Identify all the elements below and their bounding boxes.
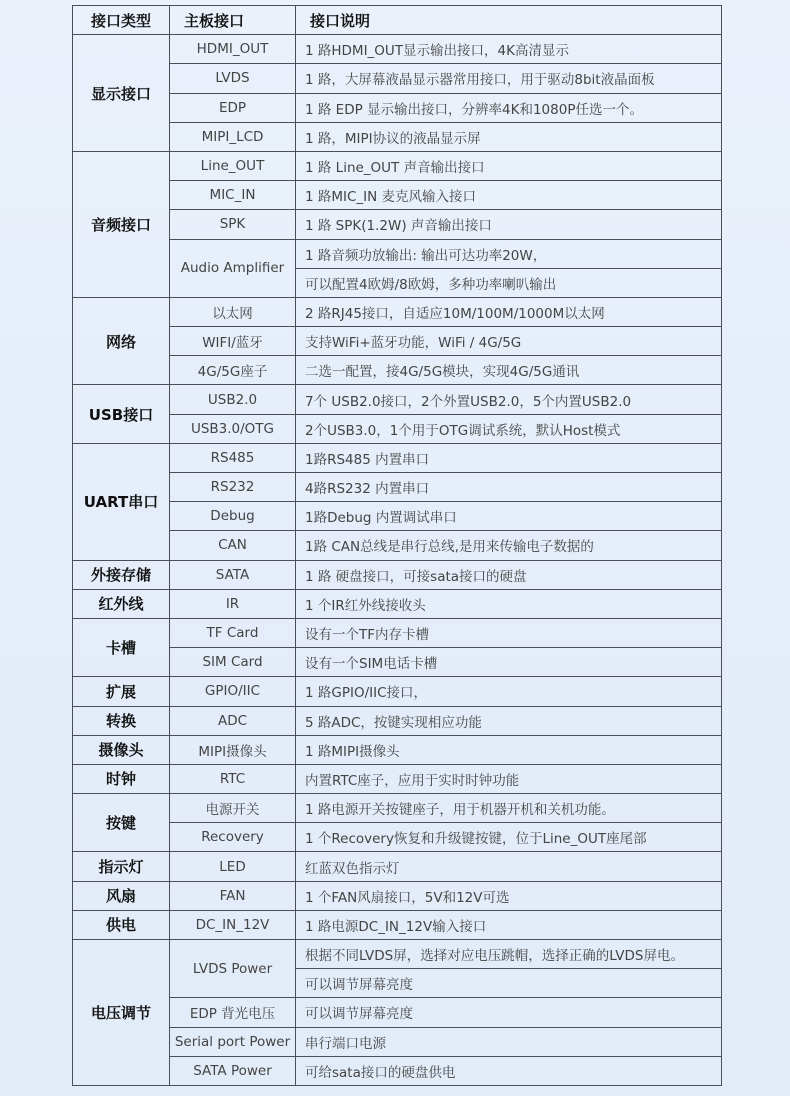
interface-cell: Debug (170, 502, 296, 531)
interface-cell: SATA (170, 560, 296, 589)
table-row (73, 706, 722, 735)
table-row (73, 93, 722, 122)
description-cell: 1 路 SPK(1.2W) 声音输出接口 (296, 210, 722, 239)
table-row (73, 181, 722, 210)
description-cell: 4路RS232 内置串口 (296, 473, 722, 502)
description-cell: 内置RTC座子，应用于实时时钟功能 (296, 764, 722, 793)
interface-cell: MIPI_LCD (170, 122, 296, 151)
table-header-row (73, 6, 722, 35)
description-cell: 1路Debug 内置调试串口 (296, 502, 722, 531)
table-row (73, 910, 722, 939)
description-cell: 1 路，MIPI协议的液晶显示屏 (296, 122, 722, 151)
description-cell: 1 路 Line_OUT 声音输出接口 (296, 151, 722, 180)
table-row (73, 151, 722, 180)
table-row (73, 852, 722, 881)
interface-cell: IR (170, 589, 296, 618)
category-cell: 转换 (73, 706, 170, 735)
description-cell: 红蓝双色指示灯 (296, 852, 722, 881)
description-cell: 1 路音频功放输出: 输出可达功率20W， (296, 239, 722, 268)
interface-cell: DC_IN_12V (170, 910, 296, 939)
category-cell: 红外线 (73, 589, 170, 618)
table-row (73, 735, 722, 764)
table-row (73, 1027, 722, 1056)
interface-cell: WIFI/蓝牙 (170, 327, 296, 356)
table-row (73, 618, 722, 647)
description-cell: 可以调节屏幕亮度 (296, 969, 722, 998)
description-cell: 1路 CAN总线是串行总线,是用来传输电子数据的 (296, 531, 722, 560)
description-cell: 根据不同LVDS屏，选择对应电压跳帽，选择正确的LVDS屏电。 (296, 940, 722, 969)
interface-cell: LVDS (170, 64, 296, 93)
category-cell: 按键 (73, 794, 170, 852)
category-cell: USB接口 (73, 385, 170, 443)
table-row (73, 385, 722, 414)
interface-cell: MIC_IN (170, 181, 296, 210)
interface-cell: Recovery (170, 823, 296, 852)
category-cell: UART串口 (73, 443, 170, 560)
table-body (73, 35, 722, 1086)
table-row (73, 327, 722, 356)
table-row (73, 443, 722, 472)
table-row (73, 356, 722, 385)
table-row (73, 998, 722, 1027)
table-row (73, 502, 722, 531)
table-row (73, 1056, 722, 1085)
interface-cell: SATA Power (170, 1056, 296, 1085)
table-row (73, 414, 722, 443)
interface-cell: EDP (170, 93, 296, 122)
interface-cell: HDMI_OUT (170, 35, 296, 64)
table-row (73, 648, 722, 677)
interface-cell: CAN (170, 531, 296, 560)
description-cell: 设有一个SIM电话卡槽 (296, 648, 722, 677)
interface-cell: TF Card (170, 618, 296, 647)
description-cell: 5 路ADC，按键实现相应功能 (296, 706, 722, 735)
table-row (73, 35, 722, 64)
description-cell: 2 路RJ45接口，自适应10M/100M/1000M以太网 (296, 297, 722, 326)
interface-cell: USB2.0 (170, 385, 296, 414)
header-interface-type: 接口类型 (73, 6, 170, 35)
table-row (73, 823, 722, 852)
interface-spec-table (72, 5, 722, 1086)
category-cell: 时钟 (73, 764, 170, 793)
description-cell: 二选一配置，接4G/5G模块，实现4G/5G通讯 (296, 356, 722, 385)
category-cell: 指示灯 (73, 852, 170, 881)
description-cell: 1 路 EDP 显示输出接口，分辨率4K和1080P任选一个。 (296, 93, 722, 122)
interface-cell: Line_OUT (170, 151, 296, 180)
interface-cell: 电源开关 (170, 794, 296, 823)
description-cell: 1 路 硬盘接口，可接sata接口的硬盘 (296, 560, 722, 589)
description-cell: 1 路，大屏幕液晶显示器常用接口，用于驱动8bit液晶面板 (296, 64, 722, 93)
interface-cell: Audio Amplifier (170, 239, 296, 297)
description-cell: 7个 USB2.0接口，2个外置USB2.0，5个内置USB2.0 (296, 385, 722, 414)
table-row (73, 589, 722, 618)
description-cell: 1 路HDMI_OUT显示输出接口，4K高清显示 (296, 35, 722, 64)
table-row (73, 531, 722, 560)
interface-cell: RS485 (170, 443, 296, 472)
table-row (73, 473, 722, 502)
description-cell: 设有一个TF内存卡槽 (296, 618, 722, 647)
table-row (73, 210, 722, 239)
category-cell: 摄像头 (73, 735, 170, 764)
interface-cell: LVDS Power (170, 940, 296, 998)
category-cell: 音频接口 (73, 151, 170, 297)
table-row (73, 560, 722, 589)
interface-cell: Serial port Power (170, 1027, 296, 1056)
table-row (73, 297, 722, 326)
interface-cell: GPIO/IIC (170, 677, 296, 706)
table-row (73, 881, 722, 910)
description-cell: 1 路电源DC_IN_12V输入接口 (296, 910, 722, 939)
category-cell: 显示接口 (73, 35, 170, 152)
description-cell: 支持WiFi+蓝牙功能，WiFi / 4G/5G (296, 327, 722, 356)
description-cell: 1 路MIC_IN 麦克风输入接口 (296, 181, 722, 210)
category-cell: 供电 (73, 910, 170, 939)
header-interface-description: 接口说明 (296, 6, 722, 35)
table-row (73, 677, 722, 706)
description-cell: 1 个FAN风扇接口，5V和12V可选 (296, 881, 722, 910)
description-cell: 2个USB3.0，1个用于OTG调试系统，默认Host模式 (296, 414, 722, 443)
table-row (73, 122, 722, 151)
interface-cell: RS232 (170, 473, 296, 502)
table-row (73, 794, 722, 823)
table-row (73, 239, 722, 268)
description-cell: 1 个Recovery恢复和升级键按键，位于Line_OUT座尾部 (296, 823, 722, 852)
interface-cell: 以太网 (170, 297, 296, 326)
interface-cell: RTC (170, 764, 296, 793)
description-cell: 可给sata接口的硬盘供电 (296, 1056, 722, 1085)
interface-cell: LED (170, 852, 296, 881)
description-cell: 1 路电源开关按键座子，用于机器开机和关机功能。 (296, 794, 722, 823)
category-cell: 网络 (73, 297, 170, 385)
interface-cell: MIPI摄像头 (170, 735, 296, 764)
description-cell: 1路RS485 内置串口 (296, 443, 722, 472)
interface-cell: FAN (170, 881, 296, 910)
description-cell: 可以调节屏幕亮度 (296, 998, 722, 1027)
category-cell: 电压调节 (73, 940, 170, 1086)
interface-cell: EDP 背光电压 (170, 998, 296, 1027)
description-cell: 1 路GPIO/IIC接口， (296, 677, 722, 706)
header-board-interface: 主板接口 (170, 6, 296, 35)
interface-cell: SPK (170, 210, 296, 239)
description-cell: 串行端口电源 (296, 1027, 722, 1056)
category-cell: 卡槽 (73, 618, 170, 676)
interface-cell: SIM Card (170, 648, 296, 677)
category-cell: 扩展 (73, 677, 170, 706)
table-row (73, 64, 722, 93)
description-cell: 1 路MIPI摄像头 (296, 735, 722, 764)
table-row (73, 940, 722, 969)
interface-cell: 4G/5G座子 (170, 356, 296, 385)
category-cell: 外接存储 (73, 560, 170, 589)
interface-cell: USB3.0/OTG (170, 414, 296, 443)
table-row (73, 764, 722, 793)
category-cell: 风扇 (73, 881, 170, 910)
description-cell: 可以配置4欧姆/8欧姆，多种功率喇叭输出 (296, 268, 722, 297)
interface-cell: ADC (170, 706, 296, 735)
description-cell: 1 个IR红外线接收头 (296, 589, 722, 618)
